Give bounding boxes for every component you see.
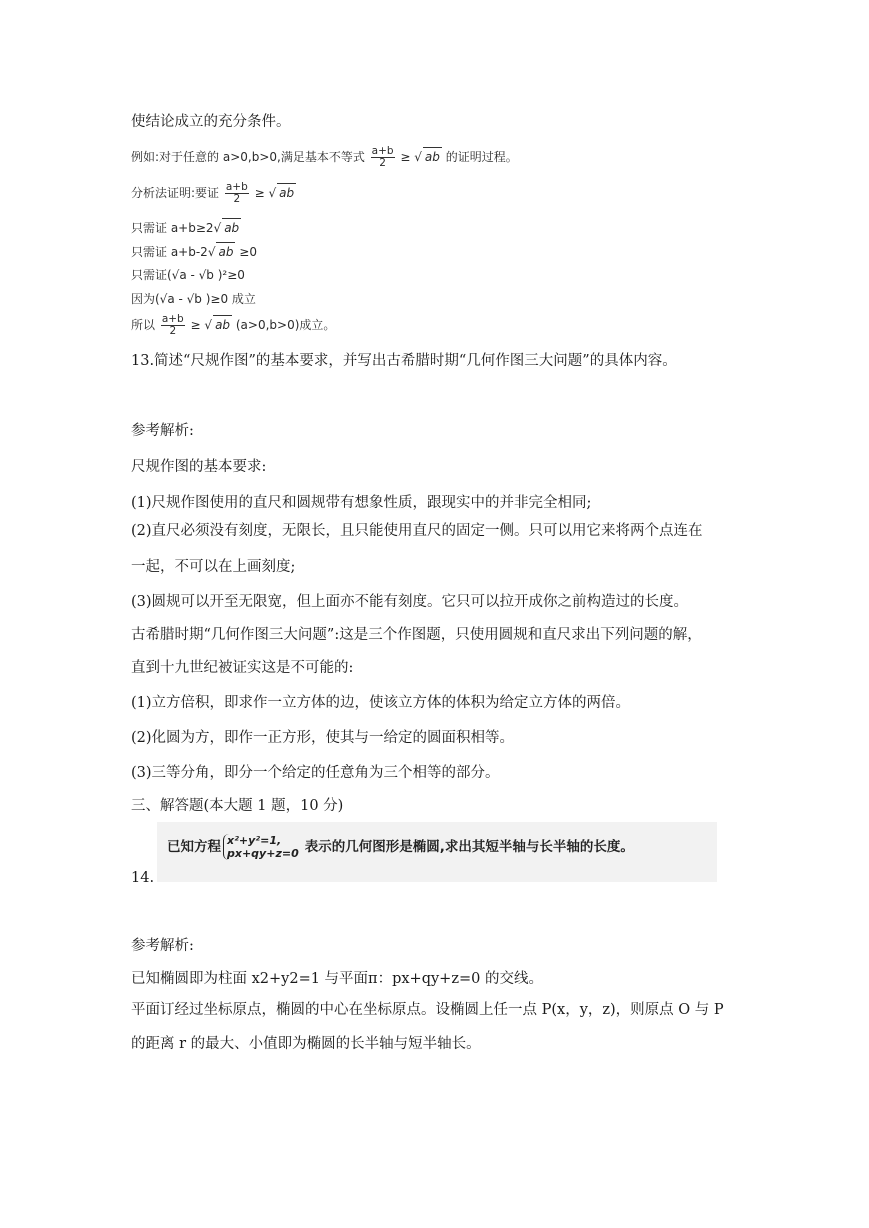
reference-heading-1: 参考解析:	[131, 423, 194, 439]
fraction-denominator: 2	[379, 157, 386, 169]
equation-1: x²+y²=1,	[227, 834, 282, 847]
three-problems-b: 直到十九世纪被证实这是不可能的:	[131, 660, 354, 676]
requirement-2b: 一起，不可以在上画刻度;	[131, 559, 296, 575]
reference-heading-2: 参考解析:	[131, 938, 194, 954]
q14-suffix: 表示的几何图形是椭圆,求出其短半轴与长半轴的长度。	[304, 839, 634, 855]
sqrt-radicand: ab	[423, 147, 442, 166]
section-3-heading: 三、解答题(本大题 1 题，10 分)	[131, 798, 344, 814]
geq-sign: ≥	[250, 186, 269, 200]
question-13: 13.简述“尺规作图”的基本要求，并写出古希腊时期“几何作图三大问题”的具体内容。	[131, 353, 677, 369]
sqrt-radicand: ab	[277, 183, 296, 202]
fraction-numerator: a+b	[161, 313, 184, 325]
radical-sign: √	[207, 245, 216, 259]
fraction-denominator: 2	[233, 193, 241, 205]
fraction-numerator: a+b	[371, 145, 394, 157]
equation-2: px+qy+z=0	[227, 847, 299, 860]
proof-1-prefix: 分析法证明:要证	[131, 186, 223, 200]
fraction-denominator: 2	[169, 325, 177, 337]
q14-prefix: 已知方程	[167, 839, 221, 855]
proof-2-prefix: 只需证 a+b≥2	[131, 221, 214, 235]
three-problems-a: 古希腊时期“几何作图三大问题”:这是三个作图题，只使用圆规和直尺求出下列问题的解，	[131, 627, 702, 643]
requirement-2a: (2)直尺必须没有刻度，无限长，且只能使用直尺的固定一侧。只可以用它来将两个点连在	[131, 523, 703, 539]
question-14-text	[167, 834, 634, 860]
sqrt-radicand: ab	[222, 218, 241, 237]
radical-sign: √	[268, 186, 277, 200]
proof-6-fraction	[161, 314, 185, 337]
proof-line-5: 因为(√a - √b )≥0 成立	[131, 292, 256, 306]
problem-2: (2)化圆为方，即作一正方形，使其与一给定的圆面积相等。	[131, 730, 515, 746]
proof-line-4: 只需证(√a - √b )²≥0	[131, 268, 245, 282]
proof-line-6	[131, 314, 335, 337]
geq-sign: ≥	[396, 150, 415, 164]
example-line	[131, 146, 518, 169]
answer-line-2a: 平面订经过坐标原点，椭圆的中心在坐标原点。设椭圆上任一点 P(x，y，z)，则原点 O 与 P	[131, 1002, 724, 1018]
answer-line-1: 已知椭圆即为柱面 x2+y2=1 与平面π：px+qy+z=0 的交线。	[131, 971, 543, 987]
requirement-1: (1)尺规作图使用的直尺和圆规带有想象性质，跟现实中的并非完全相同;	[131, 495, 592, 511]
radical-sign: √	[213, 221, 222, 235]
proof-line-2	[131, 218, 241, 237]
radical-sign: √	[204, 318, 213, 332]
proof-line-1	[131, 182, 296, 205]
basic-requirements-title: 尺规作图的基本要求:	[131, 459, 267, 475]
example-prefix: 例如:对于任意的 a>0,b>0,满足基本不等式	[131, 150, 369, 164]
problem-3: (3)三等分角，即分一个给定的任意角为三个相等的部分。	[131, 765, 500, 781]
fraction-numerator: a+b	[225, 181, 248, 193]
intro-line: 使结论成立的充分条件。	[131, 114, 291, 130]
requirement-3: (3)圆规可以开至无限宽，但上面亦不能有刻度。它只可以拉开成你之前构造过的长度。	[131, 594, 689, 610]
proof-6-suffix: (a>0,b>0)成立。	[232, 318, 336, 332]
proof-3-suffix: ≥0	[235, 245, 257, 259]
answer-line-2b: 的距离 r 的最大、小值即为椭圆的长半轴与短半轴长。	[131, 1036, 481, 1052]
radical-sign: √	[414, 150, 422, 164]
question-14-number: 14.	[131, 870, 155, 886]
proof-1-fraction	[225, 182, 249, 205]
question-14-image	[157, 822, 717, 882]
equation-system	[223, 834, 299, 860]
sqrt-radicand: ab	[213, 315, 232, 334]
proof-line-3	[131, 242, 257, 261]
geq-sign: ≥	[186, 318, 205, 332]
sqrt-radicand: ab	[216, 242, 235, 261]
proof-6-prefix: 所以	[131, 318, 159, 332]
example-fraction	[371, 146, 395, 169]
proof-3-prefix: 只需证 a+b-2	[131, 245, 208, 259]
problem-1: (1)立方倍积，即求作一立方体的边，使该立方体的体积为给定立方体的两倍。	[131, 695, 631, 711]
example-suffix: 的证明过程。	[441, 150, 518, 164]
